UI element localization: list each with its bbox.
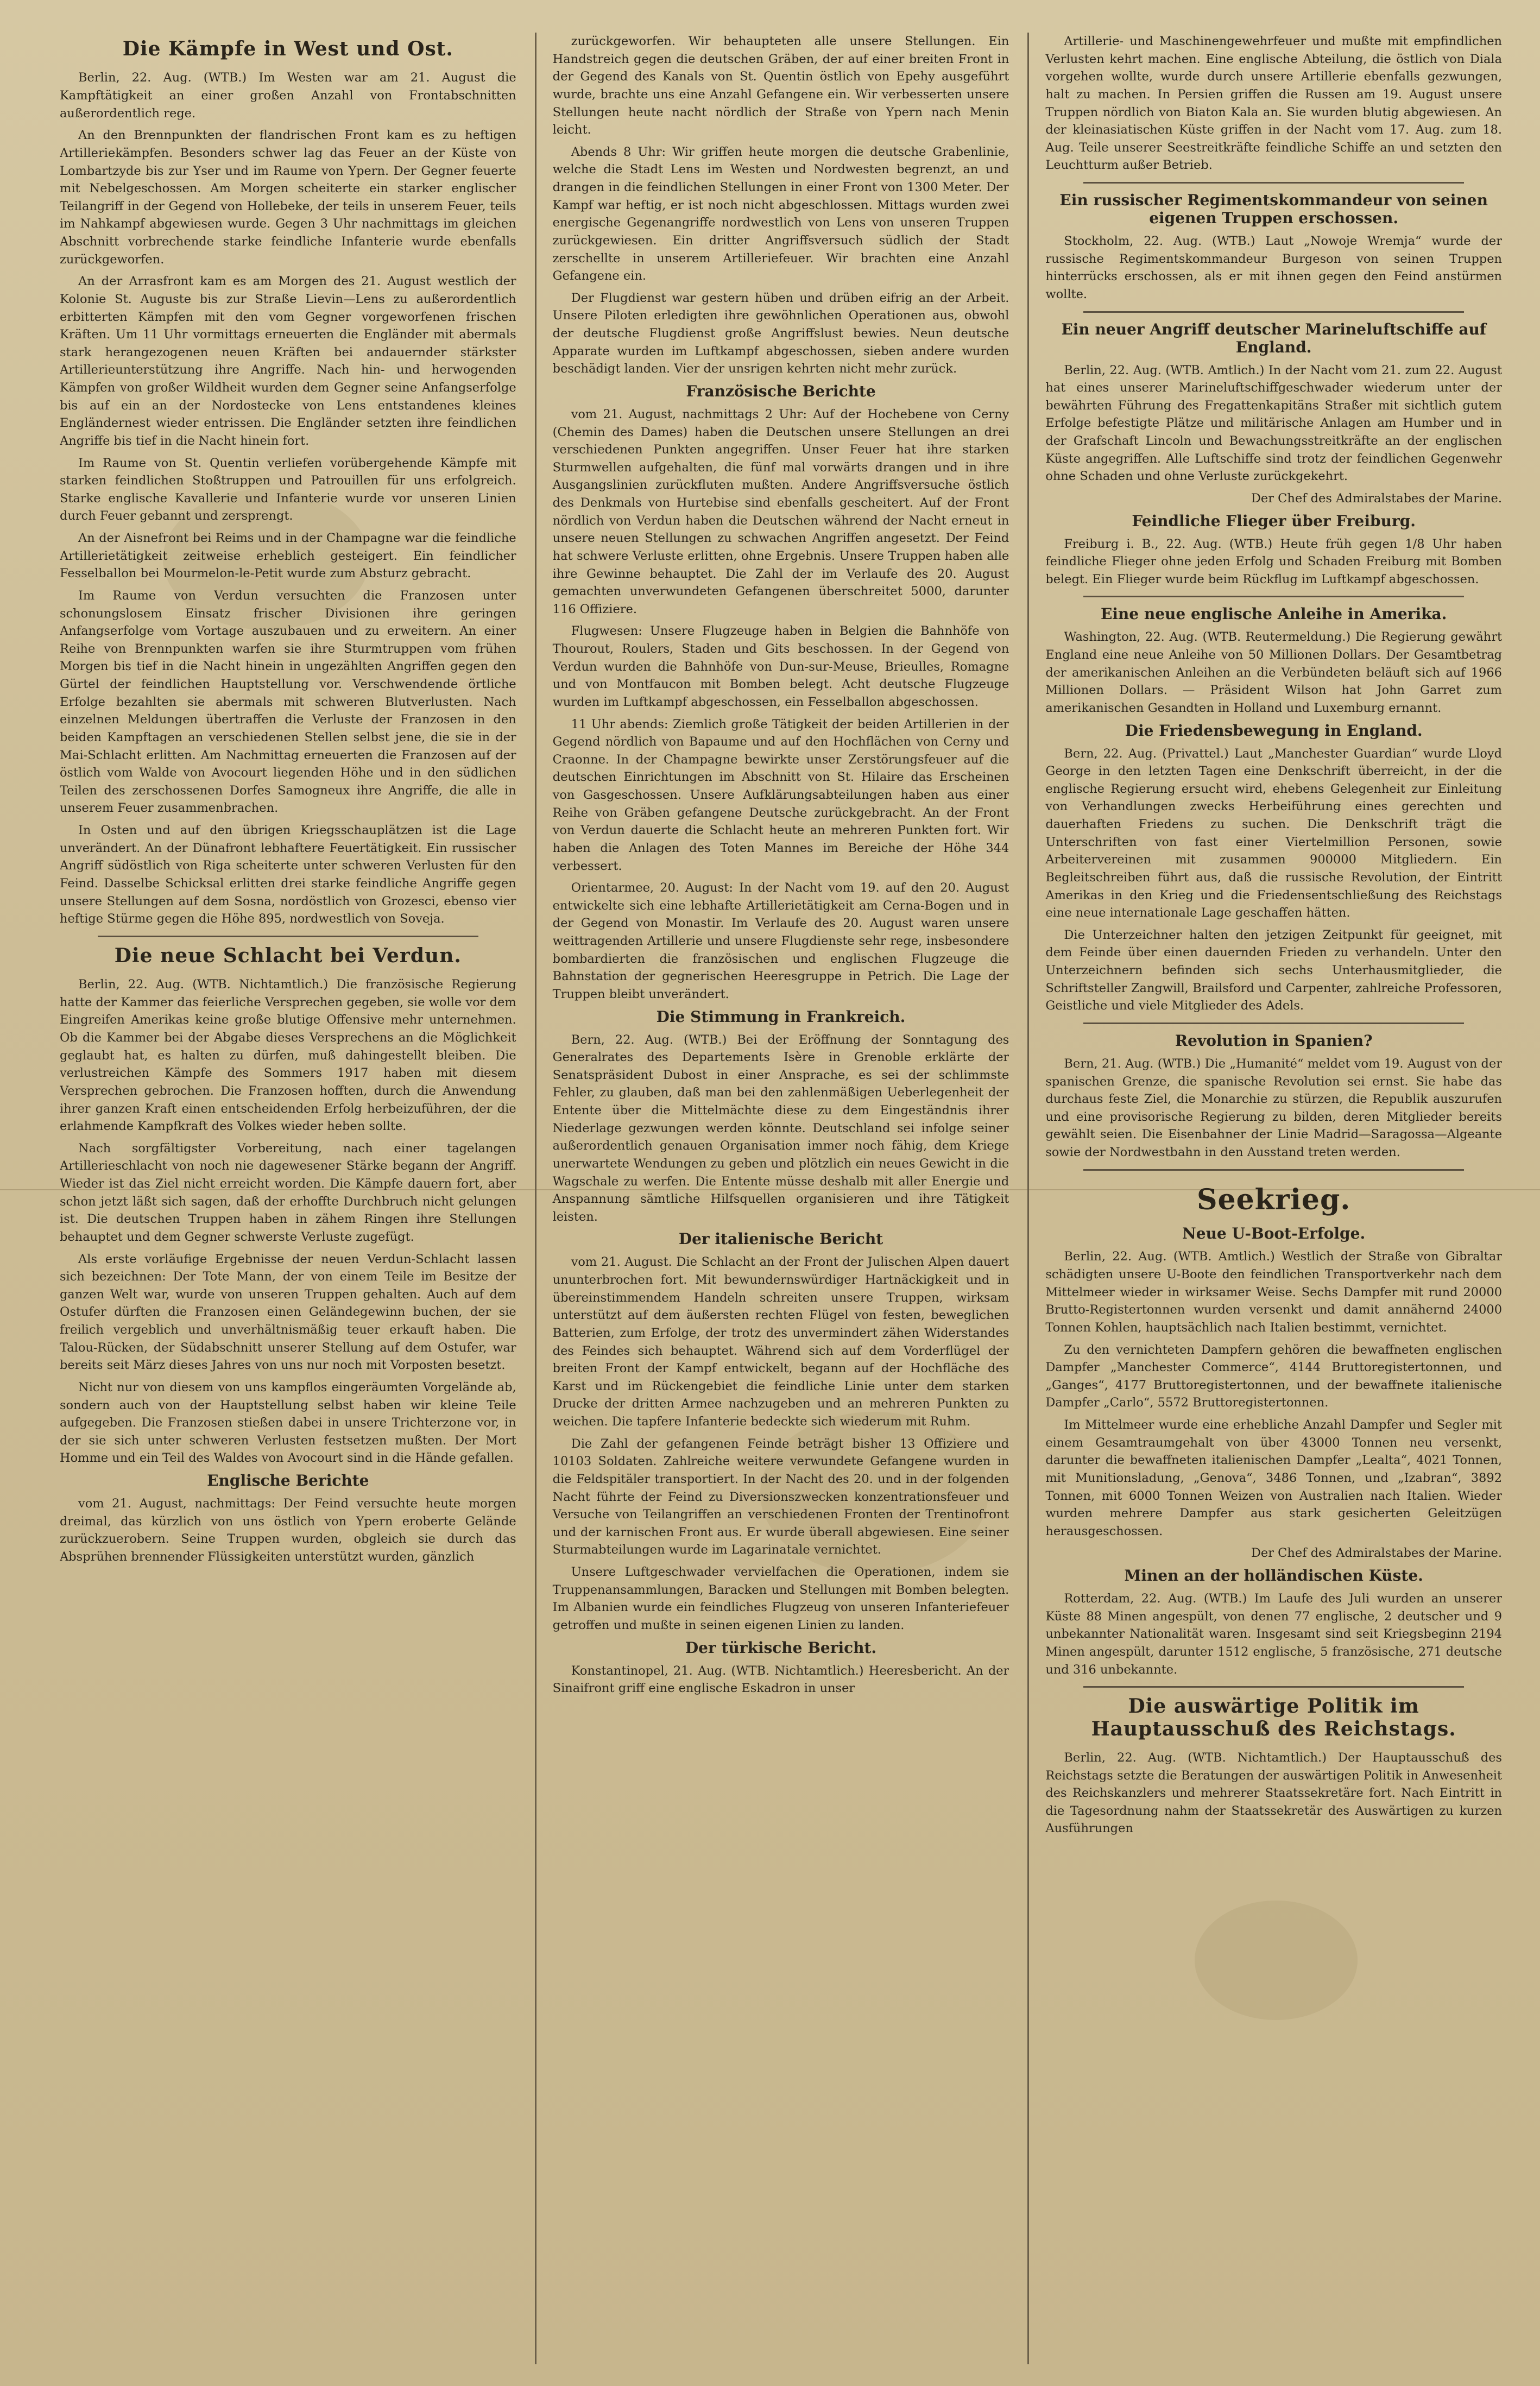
article-paragraph: Konstantinopel, 21. Aug. (WTB. Nichtamtlich.) Heeresbericht. An der Sinaifront griff eine englische Eskadron in unser — [552, 1663, 1009, 1696]
article-paragraph: zurückgeworfen. Wir behaupteten alle unsere Stellungen. Ein Handstreich gegen die deutschen Gräben, der auf einer breiten Front in der Gegend des Kanals von St. Quentin östlich von Epehy ausgeführt wurde, brachte uns eine Anzahl Gefangene ein. Wir verbesserten unsere Stellungen heute nacht nördlich der Straße von Ypern nach Menin leicht. — [552, 34, 1009, 137]
headline-flieger-freiburg: Feindliche Flieger über Freiburg. — [1132, 512, 1416, 530]
article-paragraph: vom 21. August. Die Schlacht an der Front der Julischen Alpen dauert ununterbrochen fort. Mit bewundernswürdiger Hartnäckigkeit und in übereinstimmendem Handeln schreiten unsere Truppen, wirksam unterstützt auf dem äußersten rechten Flügel von festen, beweglichen Batterien, zum Erfolge, der trotz des unvermindert zähen Widerstandes des Feindes sich behauptet. Während sich auf dem Vorderflügel der breiten Front der Kampf entwickelt, begann auf der Hochfläche des Karst und im Rückengebiet die feindliche Linie unter dem starken Drucke der dritten Armee nachzugeben und an mehreren Punkten zu weichen. Die tapfere Infanterie bedeckte sich wiederum mit Ruhm. — [552, 1255, 1009, 1429]
article-paragraph: Washington, 22. Aug. (WTB. Reutermeldung.) Die Regierung gewährt England eine neue Anleihe von 50 Millionen Dollars. Der Gesamtbetrag der amerikanischen Anleihen an die Verbündeten beläuft sich auf 1966 Millionen Dollars. — Präsident Wilson hat John Garret zum amerikanischen Gesandten in Holland und Luxemburg ernannt. — [1045, 630, 1503, 715]
article-paragraph: Freiburg i. B., 22. Aug. (WTB.) Heute früh gegen 1/8 Uhr haben feindliche Flieger ohne jeden Erfolg und Schaden Freiburg mit Bomben belegt. Ein Flieger wurde beim Rückflug im Luftkampf abgeschossen. — [1045, 536, 1503, 586]
subhead-stimmung-frankreich: Die Stimmung in Frankreich. — [656, 1007, 906, 1026]
column-1 — [60, 33, 516, 2364]
divider — [1083, 1686, 1464, 1688]
article-paragraph: Orientarmee, 20. August: In der Nacht vom 19. auf den 20. August entwickelte sich eine lebhafte Artillerietätigkeit am Cerna-Bogen und in der Gegend von Monastir. Im Verlaufe des 20. August waren unsere weittragenden Artillerie und unsere Flugdienste sehr rege, insbesondere bombardierten die französischen und englischen Flugzeuge die Bahnstation der gegnerischen Heeresgruppe in Petrich. Die Lage der Truppen bleibt unverändert. — [552, 881, 1009, 1001]
headline-revolution-spanien: Revolution in Spanien? — [1175, 1031, 1373, 1050]
article-paragraph: Im Raume von St. Quentin verliefen vorübergehende Kämpfe mit starken feindlichen Stoßtruppen und Patrouillen für uns erfolgreich. Starke englische Kavallerie und Infanterie wurde vor unseren Linien durch Feuer gebannt und zersprengt. — [60, 456, 516, 523]
headline-kaempfe: Die Kämpfe in West und Ost. — [122, 37, 453, 60]
article-paragraph: Nicht nur von diesem von uns kampflos eingeräumten Vorgelände ab, sondern auch von der Hauptstellung selbst haben wir kleine Teile aufgegeben. Die Franzosen stießen dabei in unsere Trichterzone vor, in der sie sich unter schweren Verlusten festsetzen mußten. Der Mort Homme und ein Teil des Waldes von Avocourt sind in die Hände gefallen. — [60, 1380, 516, 1466]
article-paragraph: Abends 8 Uhr: Wir griffen heute morgen die deutsche Grabenlinie, welche die Stadt Lens im Westen und Nordwesten begrenzt, an und drangen in die feindlichen Stellungen in einer Front von 1300 Meter. Der Kampf war heftig, er ist noch nicht abgeschlossen. Mittags wurden zwei energische Gegenangriffe nordwestlich von Lens von unseren Truppen zurückgewiesen. Ein dritter Angriffsversuch südlich der Stadt zerschellte in unserem Artilleriefeuer. Wir brachten eine Anzahl Gefangene ein. — [552, 144, 1009, 283]
headline-seekrieg: Seekrieg. — [1196, 1183, 1351, 1216]
article-paragraph: Die Zahl der gefangenen Feinde beträgt bisher 13 Offiziere und 10103 Soldaten. Zahlreiche weitere verwundete Gefangene wurden in die Feldspitäler transportiert. In der Nacht des 20. und in der folgenden Nacht führte der Feind zu Diversionszwecken konzentrationsfeuer und Versuche von Teilangriffen an verschiedenen Fronten der Trentinofront und der karnischen Front aus. Er wurde überall abgewiesen. Eine seiner Sturmabteilungen wurde im Lagarinatale vernichtet. — [552, 1436, 1009, 1557]
article-paragraph: Flugwesen: Unsere Flugzeuge haben in Belgien die Bahnhöfe von Thourout, Roulers, Staden und Gits beschossen. In der Gegend von Verdun wurden die Bahnhöfe von Dun-sur-Meuse, Brieulles, Romagne und von Montfaucon mit Bomben belegt. Acht deutsche Flugzeuge wurden im Luftkampf abgeschossen, ein Fesselballon abgeschossen. — [552, 624, 1009, 709]
article-paragraph: Unsere Luftgeschwader vervielfachen die Operationen, indem sie Truppenansammlungen, Baracken und Stellungen mit Bomben belegten. Im Albanien wurde ein feindliches Flugzeug von unseren Infanteriefeuer getroffen und mußte in seinen eigenen Linien zu landen. — [552, 1565, 1009, 1632]
article-paragraph: Bern, 22. Aug. (Privattel.) Laut „Manchester Guardian“ wurde Lloyd George in den letzten Tagen eine Denkschrift überreicht, in der die englische Regierung ersucht wird, ehebens Gelegenheit zur Einleitung von Verhandlungen zwecks Herbeiführung eines gerechten und dauerhaften Friedens zu suchen. Die Denkschrift trägt die Unterschriften von fast einer Viertelmillion Personen, sowie Arbeitervereinen mit zusammen 900000 Mitgliedern. Ein Begleitschreiben führt aus, daß die russische Revolution, der Eintritt Amerikas in den Krieg und die Friedensentschließung des Reichstags eine neue internationale Lage geschaffen hätten. — [1045, 746, 1503, 920]
article-paragraph: In Osten und auf den übrigen Kriegsschauplätzen ist die Lage unverändert. An der Dünafront lebhaftere Feuertätigkeit. Ein russischer Angriff südöstlich von Riga scheiterte unter schweren Verlusten für den Feind. Dasselbe Schicksal erlitten drei starke feindliche Angriffe gegen unsere Stellungen auf dem Sosna, nordöstlich von Grozesci, ebenso vier heftige Stürme gegen die Höhe 895, nordwestlich von Soveja. — [60, 823, 516, 926]
article-paragraph: vom 21. August, nachmittags 2 Uhr: Auf der Hochebene von Cerny (Chemin des Dames) haben die Deutschen unsere Stellungen an drei verschiedenen Punkten angegriffen. Unser Feuer hat ihre starken Sturmwellen aufgehalten, die fünf mal vorwärts drangen und in ihre Ausgangslinien zurückfluten mußten. Andere Angriffsversuche östlich des Denkmals von Hurtebise sind ebenfalls gescheitert. Auf der Front nördlich von Verdun haben die Deutschen während der Nacht erneut in unsere neuen Stellungen zu schwachen Angriffen angesetzt. Der Feind hat schwere Verluste erlitten, ohne Ergebnis. Unsere Truppen haben alle ihre Gewinne behauptet. Die Zahl der im Verlaufe des 20. August gemachten unverwundeten Gefangenen überschreitet 5000, darunter 116 Offiziere. — [552, 407, 1009, 616]
subhead-franzoesische-berichte: Französische Berichte — [686, 382, 876, 400]
headline-anleihe-amerika: Eine neue englische Anleihe in Amerika. — [1100, 605, 1447, 623]
divider — [1083, 596, 1464, 597]
article-paragraph: Bern, 21. Aug. (WTB.) Die „Humanité“ meldet vom 19. August von der spanischen Grenze, die spanische Revolution sei ernst. Sie habe das durchaus feste Ziel, die Monarchie zu stürzen, die Republik auszurufen und eine provisorische Regierung zu bilden, deren Mitglieder bereits gewählt seien. Die Eisenbahner der Linie Madrid—Saragossa—Algeante sowie der Nordwestbahn in den Ausstand treten werden. — [1045, 1056, 1503, 1159]
headline-minen: Minen an der holländischen Küste. — [1124, 1567, 1423, 1585]
article-paragraph: An den Brennpunkten der flandrischen Front kam es zu heftigen Artilleriekämpfen. Besonders schwer lag das Feuer an der Küste von Lombartzyde bis zur Yser und im Raume von Ypern. Der Gegner feuerte mit Nebelgeschossen. Am Morgen scheiterte ein starker englischer Teilangriff in der Gegend von Hollebeke, der teils in unserem Feuer, teils im Nahkampf abgewiesen wurde. Gegen 3 Uhr nachmittags im gleichen Abschnitt vorbrechende starke feindliche Infanterie wurde ebenfalls zurückgeworfen. — [60, 128, 516, 267]
headline-verdun: Die neue Schlacht bei Verdun. — [114, 944, 462, 967]
article-paragraph: Der Flugdienst war gestern hüben und drüben eifrig an der Arbeit. Unsere Piloten erledigten ihre gewöhnlichen Operationen aus, obwohl der deutsche Flugdienst große Angriffslust bewies. Neun deutsche Apparate wurden im Luftkampf abgeschossen, sieben andere wurden beschädigt landen. Vier der unsrigen kehrten nicht mehr zurück. — [552, 291, 1009, 376]
article-paragraph: Berlin, 22. Aug. (WTB. Nichtamtlich.) Der Hauptausschuß des Reichstags setzte die Beratungen der auswärtigen Politik in Anwesenheit des Reichskanzlers und mehrerer Staatssekretäre fort. Nach Eintritt in die Tagesordnung nahm der Staatssekretär des Auswärtigen zu kurzen Ausführungen — [1045, 1750, 1503, 1836]
divider — [1083, 1022, 1464, 1024]
column-2 — [535, 33, 1009, 2364]
article-paragraph: vom 21. August, nachmittags: Der Feind versuchte heute morgen dreimal, das kürzlich von uns östlich von Ypern eroberte Gelände zurückzuerobern. Seine Truppen wurden, obgleich sie durch das Absprühen brennender Flüssigkeiten unterstützt wurden, gänzlich — [60, 1497, 516, 1564]
article-paragraph: Artillerie- und Maschinengewehrfeuer und mußte mit empfindlichen Verlusten kehrt machen. Eine englische Abteilung, die östlich von Diala vorgehen wollte, wurde durch unsere Artillerie ebenfalls gezwungen, halt zu machen. In Persien griffen die Russen am 19. August unsere Truppen nördlich von Biaton Kala an. Sie wurden blutig abgewiesen. An der kleinasiatischen Küste griffen in der Nacht vom 17. Aug. zum 18. Aug. Teile unserer Seestreitkräfte feindliche Schiffe an und setzten den Leuchtturm außer Betrieb. — [1045, 34, 1503, 173]
article-paragraph: An der Arrasfront kam es am Morgen des 21. August westlich der Kolonie St. Auguste bis zur Straße Lievin—Lens zu außerordentlich erbitterten Kämpfen mit den vom Gegner vorgeworfenen frischen Kräften. Um 11 Uhr vormittags erneuerten die Engländer mit abermals stark herangezogenen neuen Kräften bei andauernder stärkster Artillerieunterstützung ihre Angriffe. Nach hin- und herwogenden Kämpfen von großer Wildheit wurden dem Gegner seine Anfangserfolge bis auf ein an der Nordostecke von Lens entstandenes kleines Engländernest wieder entrissen. Die Engländer setzten ihre feindlichen Angriffe bis tief in die Nacht hinein fort. — [60, 274, 516, 448]
headline-friedensbewegung: Die Friedensbewegung in England. — [1125, 721, 1423, 740]
article-paragraph: Die Unterzeichner halten den jetzigen Zeitpunkt für geeignet, mit dem Feinde über einen dauernden Frieden zu verhandeln. Unter den Unterzeichnern befinden sich sechs Unterhausmitglieder, die Schriftsteller Zangwill, Brailsford und Carpenter, zahlreiche Professoren, Geistliche und viele Mitglieder des Adels. — [1045, 927, 1503, 1013]
headline-regimentskommandeur: Ein russischer Regimentskommandeur von seinen eigenen Truppen erschossen. — [1059, 191, 1488, 227]
article-paragraph: Berlin, 22. Aug. (WTB. Nichtamtlich.) Die französische Regierung hatte der Kammer das feierliche Versprechen gegeben, sie wolle vor dem Eingreifen Amerikas keine große blutige Offensive mehr unternehmen. Ob die Kammer bei der Abgabe dieses Versprechens an die Möglichkeit geglaubt hat, es halten zu dürfen, muß dahingestellt bleiben. Die verlustreichen Kämpfe des Sommers 1917 haben mit diesem Versprechen gebrochen. Die Franzosen hofften, durch die Anwendung ihrer ganzen Kraft einen entscheidenden Erfolg herbeizuführen, der die erlahmende Kampfkraft des Volkes wieder heben sollte. — [60, 977, 516, 1134]
divider — [1083, 182, 1464, 184]
article-paragraph: Nach sorgfältigster Vorbereitung, nach einer tagelangen Artillerieschlacht von noch nie dagewesener Stärke begann der Angriff. Wieder ist das Ziel nicht erreicht worden. Die Kämpfe dauern fort, aber schon jetzt läßt sich sagen, daß der erhoffte Durchbruch nicht gelungen ist. Die deutschen Truppen haben in zähem Ringen ihre Stellungen behauptet und dem Gegner schwerste Verluste zugefügt. — [60, 1141, 516, 1244]
article-signature: Der Chef des Admiralstabes der Marine. — [1251, 491, 1503, 506]
subhead-tuerkischer-bericht: Der türkische Bericht. — [685, 1638, 877, 1657]
divider — [98, 936, 478, 937]
headline-marineluftschiffe: Ein neuer Angriff deutscher Marineluftschiffe auf England. — [1061, 320, 1486, 356]
subhead-englische-berichte: Englische Berichte — [207, 1472, 369, 1490]
article-paragraph: Zu den vernichteten Dampfern gehören die bewaffneten englischen Dampfer „Manchester Commerce“, 4144 Bruttoregistertonnen, und „Ganges“, 4177 Bruttoregistertonnen, und der bewaffnete italienische Dampfer „Carlo“, 5572 Bruttoregistertonnen. — [1045, 1342, 1503, 1410]
column-3 — [1027, 33, 1502, 2364]
article-paragraph: Stockholm, 22. Aug. (WTB.) Laut „Nowoje Wremja“ wurde der russische Regimentskommandeur Burgeson von seinen Truppen hinterrücks erschossen, als er mit ihnen gegen den Feind anstürmen wollte. — [1045, 234, 1503, 301]
subhead-u-boot-erfolge: Neue U-Boot-Erfolge. — [1182, 1224, 1366, 1243]
article-paragraph: Im Mittelmeer wurde eine erhebliche Anzahl Dampfer und Segler mit einem Gesamtraumgehalt von über 43000 Tonnen neu versenkt, darunter die bewaffneten italienischen Dampfer „Lealta“, 4021 Tonnen, mit Munitionsladung, „Genova“, 3486 Tonnen, und „Izabran“, 3892 Tonnen, mit 6000 Tonnen Weizen von Australien nach Italien. Wieder wurden mehrere Dampfer aus stark gesicherten Geleitzügen herausgeschossen. — [1045, 1418, 1503, 1538]
divider — [1083, 311, 1464, 313]
article-signature: Der Chef des Admiralstabes der Marine. — [1251, 1546, 1503, 1561]
article-paragraph: Im Raume von Verdun versuchten die Franzosen unter schonungslosem Einsatz frischer Divisionen ihre geringen Anfangserfolge vom Vortage auszubauen und zu erweitern. An einer Reihe von Brennpunkten warfen sie ihre Sturmtruppen vom frühen Morgen bis tief in die Nacht hinein in ungezählten Angriffen gegen den Gürtel der feindlichen Hauptstellung vor. Verschwendende örtliche Erfolge bezahlten sie abermals mit schweren Blutverlusten. Nach einzelnen Meldungen übertraffen die Verluste der Franzosen in den beiden Kampftagen an verschiedenen Stellen selbst jene, die sie in der Mai-Schlacht erlitten. Am Nachmittag erneuerten die Franzosen auf der östlich vom Walde von Avocourt liegenden Höhe und in den südlichen Teilen des zerschossenen Dorfes Samogneux ihre Angriffe, die alle in unserem Feuer zusammenbrachen. — [60, 588, 516, 816]
article-paragraph: Berlin, 22. Aug. (WTB. Amtlich.) In der Nacht vom 21. zum 22. August hat eines unserer Marineluftschiffgeschwader wiederum unter der bewährten Führung des Fregattenkapitäns Straßer mit sichtlich gutem Erfolge befestigte Plätze und militärische Anlagen am Humber und in der Grafschaft Lincoln und Bewachungsstreitkräfte an der englischen Küste angegriffen. Alle Luftschiffe sind trotz der feindlichen Gegenwehr ohne Schaden und ohne Verluste zurückgekehrt. — [1045, 363, 1503, 484]
article-paragraph: An der Aisnefront bei Reims und in der Champagne war die feindliche Artillerietätigkeit zeitweise erheblich gesteigert. Ein feindlicher Fesselballon bei Mourmelon-le-Petit wurde zum Absturz gebracht. — [60, 531, 516, 581]
article-paragraph: Rotterdam, 22. Aug. (WTB.) Im Laufe des Juli wurden an unserer Küste 88 Minen angespült, von denen 77 englische, 2 deutscher und 9 unbekannter Nationalität waren. Insgesamt sind seit Kriegsbeginn 2194 Minen angespült, darunter 1512 englische, 5 französische, 271 deutsche und 316 unbekannte. — [1045, 1592, 1503, 1677]
article-paragraph: Als erste vorläufige Ergebnisse der neuen Verdun-Schlacht lassen sich bezeichnen: Der Tote Mann, der von einem Teile im Besitze der ganzen Welt war, wurde von unseren Truppen gehalten. Auch auf dem Ostufer dürften die Franzosen einen Geländegewinn buchen, der sie freilich vergeblich und unverhältnismäßig teuer erkauft haben. Die Talou-Rücken, der Südabschnitt unserer Stellung auf dem Ostufer, war bereits seit März dieses Jahres von uns nur noch mit Vorposten besetzt. — [60, 1252, 516, 1373]
article-paragraph: 11 Uhr abends: Ziemlich große Tätigkeit der beiden Artillerien in der Gegend nördlich von Bapaume und auf den Hochflächen von Cerny und Craonne. In der Champagne bewirkte unser Zerstörungsfeuer auf die deutschen Einrichtungen im Abschnitt von St. Hilaire das Erscheinen von Gasgeschossen. Unsere Aufklärungsabteilungen haben aus einer Reihe von Gräben gefangene Deutsche zurückgebracht. An der Front von Verdun dauerte die Schlacht heute an mehreren Punkten fort. Wir haben die Anlagen des Toten Mannes im Bereiche der Höhe 344 verbessert. — [552, 717, 1009, 873]
article-paragraph: Berlin, 22. Aug. (WTB.) Im Westen war am 21. August die Kampftätigkeit an einer großen Anzahl von Frontabschnitten außerordentlich rege. — [60, 71, 516, 121]
subhead-italienischer-bericht: Der italienische Bericht — [678, 1230, 883, 1248]
article-paragraph: Berlin, 22. Aug. (WTB. Amtlich.) Westlich der Straße von Gibraltar schädigten unsere U-Boote den feindlichen Transportverkehr nach dem Mittelmeer wieder in wirksamer Weise. Sechs Dampfer mit rund 20000 Brutto-Registertonnen wurden versenkt und damit annähernd 24000 Tonnen Kohlen, hauptsächlich nach Italien bestimmt, vernichtet. — [1045, 1249, 1503, 1335]
headline-auswaertige-politik: Die auswärtige Politik im Hauptausschuß des Reichstags. — [1091, 1695, 1456, 1740]
article-paragraph: Bern, 22. Aug. (WTB.) Bei der Eröffnung der Sonntagung des Generalrates des Departements Isère in Grenoble erklärte der Senatspräsident Dubost in einer Ansprache, es sei der schlimmste Fehler, zu glauben, daß man bei den zahlenmäßigen Ueberlegenheit der Entente über die Mittelmächte diese zu dem Eingeständnis ihrer Niederlage gezwungen werden könnte. Deutschland sei infolge seiner außerordentlich genauen Organisation immer noch fähig, dem Kriege unerwartete Wendungen zu geben und plötzlich ein neues Gewicht in die Wagschale zu werfen. Die Entente müsse deshalb mit aller Energie und Anspannung sämtliche Hilfsquellen organisieren und ihre Tätigkeit leisten. — [552, 1032, 1009, 1224]
divider — [1083, 1169, 1464, 1171]
